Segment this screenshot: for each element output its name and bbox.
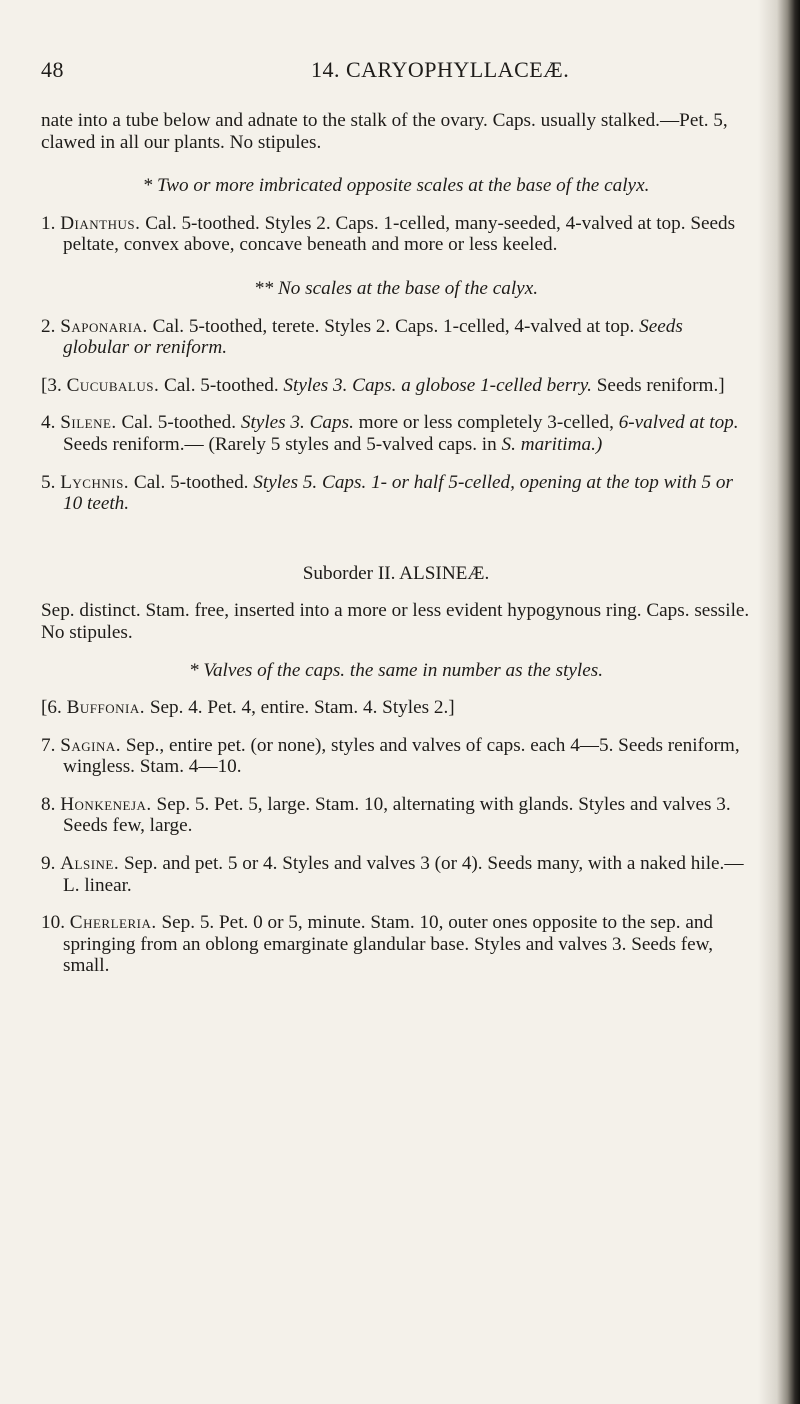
entry-number: 4. xyxy=(41,412,56,434)
genus-name: Cherleria. xyxy=(69,912,157,934)
entry-text: Cal. 5-toothed. xyxy=(164,374,279,396)
entry-italic: Styles 3. Caps. xyxy=(240,412,354,434)
genus-entry-honkeneja xyxy=(41,794,751,837)
entry-italic: Seeds globular or reniform. xyxy=(63,315,683,359)
entry-italic: Styles 5. Caps. 1- or half 5-celled, opening at the top with 5 or 10 teeth. xyxy=(63,471,733,515)
genus-name: Silene. xyxy=(60,412,117,434)
chapter-title: 14. CARYOPHYLLACEÆ. xyxy=(311,57,570,82)
entry-text: Cal. 5-toothed. xyxy=(121,412,237,434)
entry-number: 7. xyxy=(41,734,56,756)
entry-text: Sep. 5. Pet. 5, large. Stam. 10, alternating with glands. Styles and valves 3. Seeds few, large. xyxy=(63,793,731,837)
section-heading-scales: * Two or more imbricated opposite scales at the base of the calyx. xyxy=(142,175,650,197)
entry-italic: 6-valved at top. xyxy=(618,412,739,434)
entry-number: [3. xyxy=(41,374,62,396)
genus-name: Dianthus. xyxy=(60,212,141,234)
suborder-heading: Suborder II. ALSINEÆ. xyxy=(302,562,490,584)
genus-name: Sagina. xyxy=(60,734,122,756)
running-head xyxy=(41,57,731,87)
entry-text: Cal. 5-toothed. xyxy=(133,471,249,493)
page-number: 48 xyxy=(41,57,64,82)
genus-entry-dianthus xyxy=(41,213,751,256)
genus-entry-cucubalus xyxy=(41,375,751,397)
entry-text: Cal. 5-toothed. Styles 2. Caps. 1-celled, many-seeded, 4-valved at top. Seeds peltate, convex above, concave beneath and more or less keeled. xyxy=(63,212,736,256)
genus-entry-buffonia xyxy=(41,697,751,719)
page-body xyxy=(41,110,751,977)
entry-italic: S. maritima.) xyxy=(501,433,603,455)
entry-text: Seeds reniform.— (Rarely 5 styles and 5-valved caps. in xyxy=(63,433,497,455)
genus-entry-alsine xyxy=(41,853,751,896)
genus-name: Saponaria. xyxy=(60,315,148,337)
genus-entry-silene xyxy=(41,412,751,455)
genus-entry-saponaria xyxy=(41,316,751,359)
genus-entry-sagina xyxy=(41,735,751,778)
entry-text: Sep., entire pet. (or none), styles and valves of caps. each 4—5. Seeds reniform, wingless. Stam. 4—10. xyxy=(63,734,740,778)
genus-entry-cherleria xyxy=(41,912,751,977)
section-heading-no-scales: ** No scales at the base of the calyx. xyxy=(253,277,539,299)
genus-name: Buffonia. xyxy=(66,697,146,719)
entry-text: Sep. 4. Pet. 4, entire. Stam. 4. Styles 2.] xyxy=(149,697,455,719)
entry-text-tail: Seeds reniform.] xyxy=(596,374,725,396)
intro-paragraph: nate into a tube below and adnate to the stalk of the ovary. Caps. usually stalked.—Pet. 5, clawed in all our plants. No stipules. xyxy=(41,110,728,153)
genus-entry-lychnis xyxy=(41,472,751,515)
entry-number: 9. xyxy=(41,853,56,875)
entry-text: Cal. 5-toothed, terete. Styles 2. Caps. 1-celled, 4-valved at top. xyxy=(152,315,635,337)
entry-number: 10. xyxy=(41,912,65,934)
entry-text: Sep. and pet. 5 or 4. Styles and valves 3 (or 4). Seeds many, with a naked hile.—L. linear. xyxy=(63,853,744,896)
entry-text: more or less completely 3-celled, xyxy=(358,412,614,434)
entry-number: [6. xyxy=(41,697,62,719)
entry-text: Sep. 5. Pet. 0 or 5, minute. Stam. 10, outer ones opposite to the sep. and springing from an oblong emarginate glandular base. Styles and valves 3. Seeds few, small. xyxy=(63,912,714,977)
genus-name: Honkeneja. xyxy=(60,793,152,815)
genus-name: Alsine. xyxy=(60,853,120,875)
entry-number: 8. xyxy=(41,793,56,815)
genus-name: Cucubalus. xyxy=(66,374,160,396)
entry-italic: Styles 3. Caps. a globose 1-celled berry. xyxy=(283,374,592,396)
entry-number: 5. xyxy=(41,471,56,493)
section-heading-valves: * Valves of the caps. the same in number as the styles. xyxy=(188,659,604,681)
genus-name: Lychnis. xyxy=(60,471,130,493)
suborder-description: Sep. distinct. Stam. free, inserted into a more or less evident hypogynous ring. Caps. sessile. No stipules. xyxy=(41,600,750,643)
page-edge-shadow xyxy=(758,0,800,1404)
entry-number: 2. xyxy=(41,315,56,337)
entry-number: 1. xyxy=(41,212,56,234)
